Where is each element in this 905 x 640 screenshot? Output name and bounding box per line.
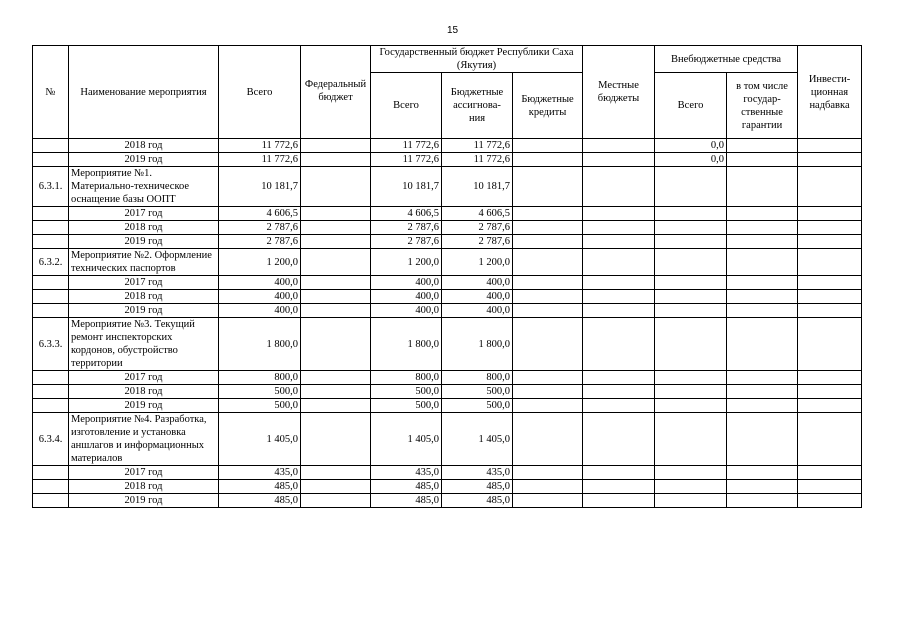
header-federal: Федеральный бюджет xyxy=(301,46,371,139)
header-extra-guarantee: в том числе государ- ственные гарантии xyxy=(727,73,798,139)
row-state-alloc: 4 606,5 xyxy=(442,207,513,221)
row-state-total: 500,0 xyxy=(371,385,442,399)
row-state-credit xyxy=(513,249,583,276)
row-local xyxy=(583,399,655,413)
table-row xyxy=(33,371,862,385)
row-extra-total xyxy=(655,494,727,508)
row-extra-guarantee xyxy=(727,139,798,153)
row-num xyxy=(33,290,69,304)
row-federal xyxy=(301,480,371,494)
row-federal xyxy=(301,139,371,153)
row-name: 2019 год xyxy=(69,304,219,318)
row-state-total: 4 606,5 xyxy=(371,207,442,221)
row-local xyxy=(583,371,655,385)
row-name: 2019 год xyxy=(69,399,219,413)
row-state-total: 435,0 xyxy=(371,466,442,480)
row-name: 2019 год xyxy=(69,235,219,249)
row-num xyxy=(33,371,69,385)
row-state-credit xyxy=(513,385,583,399)
row-local xyxy=(583,413,655,466)
row-state-total: 400,0 xyxy=(371,290,442,304)
row-total: 1 800,0 xyxy=(219,318,301,371)
row-extra-guarantee xyxy=(727,466,798,480)
row-invest xyxy=(798,276,862,290)
row-extra-guarantee xyxy=(727,371,798,385)
row-invest xyxy=(798,167,862,207)
row-state-total: 485,0 xyxy=(371,494,442,508)
row-invest xyxy=(798,371,862,385)
row-federal xyxy=(301,221,371,235)
row-total: 10 181,7 xyxy=(219,167,301,207)
row-state-total: 400,0 xyxy=(371,304,442,318)
table-row xyxy=(33,399,862,413)
row-state-credit xyxy=(513,480,583,494)
table-row xyxy=(33,494,862,508)
row-extra-total xyxy=(655,304,727,318)
row-num xyxy=(33,276,69,290)
row-invest xyxy=(798,480,862,494)
row-extra-guarantee xyxy=(727,221,798,235)
row-total: 400,0 xyxy=(219,290,301,304)
row-total: 4 606,5 xyxy=(219,207,301,221)
row-name: 2018 год xyxy=(69,290,219,304)
row-state-total: 500,0 xyxy=(371,399,442,413)
header-name: Наименование мероприятия xyxy=(69,46,219,139)
row-federal xyxy=(301,167,371,207)
row-state-credit xyxy=(513,318,583,371)
row-extra-guarantee xyxy=(727,207,798,221)
row-extra-total xyxy=(655,480,727,494)
row-local xyxy=(583,221,655,235)
row-num xyxy=(33,399,69,413)
row-state-total: 2 787,6 xyxy=(371,221,442,235)
row-extra-total xyxy=(655,413,727,466)
table-row xyxy=(33,276,862,290)
row-extra-guarantee xyxy=(727,304,798,318)
row-extra-total xyxy=(655,290,727,304)
row-state-alloc: 435,0 xyxy=(442,466,513,480)
row-state-alloc: 2 787,6 xyxy=(442,235,513,249)
row-invest xyxy=(798,399,862,413)
row-extra-total xyxy=(655,221,727,235)
row-total: 435,0 xyxy=(219,466,301,480)
row-name: 2017 год xyxy=(69,276,219,290)
row-extra-total xyxy=(655,249,727,276)
table-row xyxy=(33,249,862,276)
row-state-alloc: 11 772,6 xyxy=(442,153,513,167)
row-state-alloc: 11 772,6 xyxy=(442,139,513,153)
row-extra-total: 0,0 xyxy=(655,153,727,167)
header-state-budget: Государственный бюджет Республики Саха (Якутия) xyxy=(371,46,583,73)
table-row xyxy=(33,221,862,235)
header-invest: Инвести- ционная надбавка xyxy=(798,46,862,139)
row-name: 2017 год xyxy=(69,207,219,221)
row-state-credit xyxy=(513,235,583,249)
row-state-alloc: 2 787,6 xyxy=(442,221,513,235)
row-total: 1 200,0 xyxy=(219,249,301,276)
row-num xyxy=(33,139,69,153)
row-num xyxy=(33,494,69,508)
row-num xyxy=(33,466,69,480)
row-state-alloc: 485,0 xyxy=(442,494,513,508)
row-name: 2017 год xyxy=(69,466,219,480)
row-state-credit xyxy=(513,371,583,385)
row-state-credit xyxy=(513,466,583,480)
table-row xyxy=(33,167,862,207)
row-local xyxy=(583,249,655,276)
row-extra-total xyxy=(655,167,727,207)
row-federal xyxy=(301,276,371,290)
row-extra-guarantee xyxy=(727,167,798,207)
row-state-total: 400,0 xyxy=(371,276,442,290)
row-total: 500,0 xyxy=(219,385,301,399)
row-federal xyxy=(301,153,371,167)
row-state-alloc: 1 800,0 xyxy=(442,318,513,371)
row-name: 2018 год xyxy=(69,480,219,494)
row-local xyxy=(583,385,655,399)
row-state-alloc: 500,0 xyxy=(442,385,513,399)
row-extra-guarantee xyxy=(727,494,798,508)
row-invest xyxy=(798,249,862,276)
row-total: 485,0 xyxy=(219,494,301,508)
row-total: 400,0 xyxy=(219,304,301,318)
table-row xyxy=(33,413,862,466)
row-state-credit xyxy=(513,399,583,413)
row-state-total: 485,0 xyxy=(371,480,442,494)
table-row xyxy=(33,139,862,153)
row-state-credit xyxy=(513,290,583,304)
row-federal xyxy=(301,235,371,249)
row-state-credit xyxy=(513,494,583,508)
row-extra-guarantee xyxy=(727,413,798,466)
row-name: 2018 год xyxy=(69,385,219,399)
row-state-credit xyxy=(513,221,583,235)
row-state-credit xyxy=(513,167,583,207)
row-state-alloc: 400,0 xyxy=(442,290,513,304)
row-state-alloc: 500,0 xyxy=(442,399,513,413)
row-local xyxy=(583,466,655,480)
row-state-alloc: 1 405,0 xyxy=(442,413,513,466)
header-extra-budget: Внебюджетные средства xyxy=(655,46,798,73)
row-state-credit xyxy=(513,139,583,153)
row-num xyxy=(33,207,69,221)
row-extra-guarantee xyxy=(727,399,798,413)
row-extra-guarantee xyxy=(727,153,798,167)
row-extra-total: 0,0 xyxy=(655,139,727,153)
row-federal xyxy=(301,207,371,221)
row-name: Мероприятие №2. Оформление технических паспортов xyxy=(69,249,219,276)
row-name: Мероприятие №1. Материально-техническое оснащение базы ООПТ xyxy=(69,167,219,207)
row-federal xyxy=(301,466,371,480)
row-num xyxy=(33,385,69,399)
row-name: 2018 год xyxy=(69,221,219,235)
table-row xyxy=(33,318,862,371)
header-local: Местные бюджеты xyxy=(583,46,655,139)
row-name: 2018 год xyxy=(69,139,219,153)
table-row xyxy=(33,466,862,480)
row-invest xyxy=(798,413,862,466)
row-local xyxy=(583,276,655,290)
row-invest xyxy=(798,385,862,399)
row-federal xyxy=(301,371,371,385)
row-num: 6.3.1. xyxy=(33,167,69,207)
row-extra-total xyxy=(655,318,727,371)
row-invest xyxy=(798,153,862,167)
table-row xyxy=(33,207,862,221)
table-row xyxy=(33,235,862,249)
row-invest xyxy=(798,494,862,508)
header-state-alloc: Бюджетные ассигнова- ния xyxy=(442,73,513,139)
row-num xyxy=(33,304,69,318)
row-state-total: 1 800,0 xyxy=(371,318,442,371)
row-local xyxy=(583,480,655,494)
row-num xyxy=(33,221,69,235)
row-extra-guarantee xyxy=(727,249,798,276)
row-extra-guarantee xyxy=(727,318,798,371)
row-state-alloc: 485,0 xyxy=(442,480,513,494)
row-extra-total xyxy=(655,276,727,290)
header-total: Всего xyxy=(219,46,301,139)
row-state-credit xyxy=(513,413,583,466)
row-invest xyxy=(798,207,862,221)
row-invest xyxy=(798,304,862,318)
row-invest xyxy=(798,318,862,371)
row-state-total: 1 200,0 xyxy=(371,249,442,276)
row-state-total: 11 772,6 xyxy=(371,139,442,153)
row-state-credit xyxy=(513,153,583,167)
row-extra-total xyxy=(655,385,727,399)
row-state-alloc: 1 200,0 xyxy=(442,249,513,276)
table-row xyxy=(33,290,862,304)
row-name: 2017 год xyxy=(69,371,219,385)
row-invest xyxy=(798,139,862,153)
row-state-credit xyxy=(513,304,583,318)
row-extra-total xyxy=(655,466,727,480)
row-state-total: 1 405,0 xyxy=(371,413,442,466)
row-total: 2 787,6 xyxy=(219,221,301,235)
row-federal xyxy=(301,413,371,466)
table-row xyxy=(33,153,862,167)
row-num xyxy=(33,480,69,494)
header-state-total: Всего xyxy=(371,73,442,139)
row-extra-guarantee xyxy=(727,480,798,494)
row-extra-total xyxy=(655,235,727,249)
row-extra-guarantee xyxy=(727,385,798,399)
row-federal xyxy=(301,399,371,413)
row-extra-total xyxy=(655,207,727,221)
table-body xyxy=(33,139,862,508)
row-total: 1 405,0 xyxy=(219,413,301,466)
row-extra-total xyxy=(655,399,727,413)
row-state-credit xyxy=(513,207,583,221)
table-row xyxy=(33,304,862,318)
row-invest xyxy=(798,221,862,235)
row-federal xyxy=(301,249,371,276)
row-extra-guarantee xyxy=(727,235,798,249)
row-extra-guarantee xyxy=(727,290,798,304)
row-federal xyxy=(301,318,371,371)
table-row xyxy=(33,385,862,399)
row-invest xyxy=(798,466,862,480)
row-local xyxy=(583,153,655,167)
row-local xyxy=(583,167,655,207)
row-invest xyxy=(798,235,862,249)
row-state-credit xyxy=(513,276,583,290)
row-num: 6.3.3. xyxy=(33,318,69,371)
row-state-alloc: 400,0 xyxy=(442,304,513,318)
table-row xyxy=(33,480,862,494)
row-federal xyxy=(301,290,371,304)
row-local xyxy=(583,318,655,371)
row-local xyxy=(583,494,655,508)
row-total: 400,0 xyxy=(219,276,301,290)
row-num: 6.3.2. xyxy=(33,249,69,276)
row-local xyxy=(583,290,655,304)
row-name: 2019 год xyxy=(69,494,219,508)
row-total: 800,0 xyxy=(219,371,301,385)
row-name: Мероприятие №4. Разработка, изготовление и установка аншлагов и информационных материалов xyxy=(69,413,219,466)
row-state-alloc: 400,0 xyxy=(442,276,513,290)
page-number: 15 xyxy=(446,25,459,36)
row-num: 6.3.4. xyxy=(33,413,69,466)
row-total: 11 772,6 xyxy=(219,139,301,153)
row-local xyxy=(583,304,655,318)
row-federal xyxy=(301,304,371,318)
row-num xyxy=(33,153,69,167)
row-extra-guarantee xyxy=(727,276,798,290)
row-local xyxy=(583,139,655,153)
row-total: 500,0 xyxy=(219,399,301,413)
row-state-alloc: 800,0 xyxy=(442,371,513,385)
row-num xyxy=(33,235,69,249)
row-state-total: 800,0 xyxy=(371,371,442,385)
header-state-credit: Бюджетные кредиты xyxy=(513,73,583,139)
row-name: Мероприятие №3. Текущий ремонт инспекторских кордонов, обустройство территории xyxy=(69,318,219,371)
row-state-total: 11 772,6 xyxy=(371,153,442,167)
header-extra-total: Всего xyxy=(655,73,727,139)
row-state-alloc: 10 181,7 xyxy=(442,167,513,207)
row-federal xyxy=(301,385,371,399)
row-local xyxy=(583,235,655,249)
row-state-total: 2 787,6 xyxy=(371,235,442,249)
row-local xyxy=(583,207,655,221)
row-state-total: 10 181,7 xyxy=(371,167,442,207)
row-total: 485,0 xyxy=(219,480,301,494)
budget-table xyxy=(32,45,862,508)
row-total: 11 772,6 xyxy=(219,153,301,167)
row-total: 2 787,6 xyxy=(219,235,301,249)
row-invest xyxy=(798,290,862,304)
row-extra-total xyxy=(655,371,727,385)
header-num: № xyxy=(33,46,69,139)
row-name: 2019 год xyxy=(69,153,219,167)
row-federal xyxy=(301,494,371,508)
